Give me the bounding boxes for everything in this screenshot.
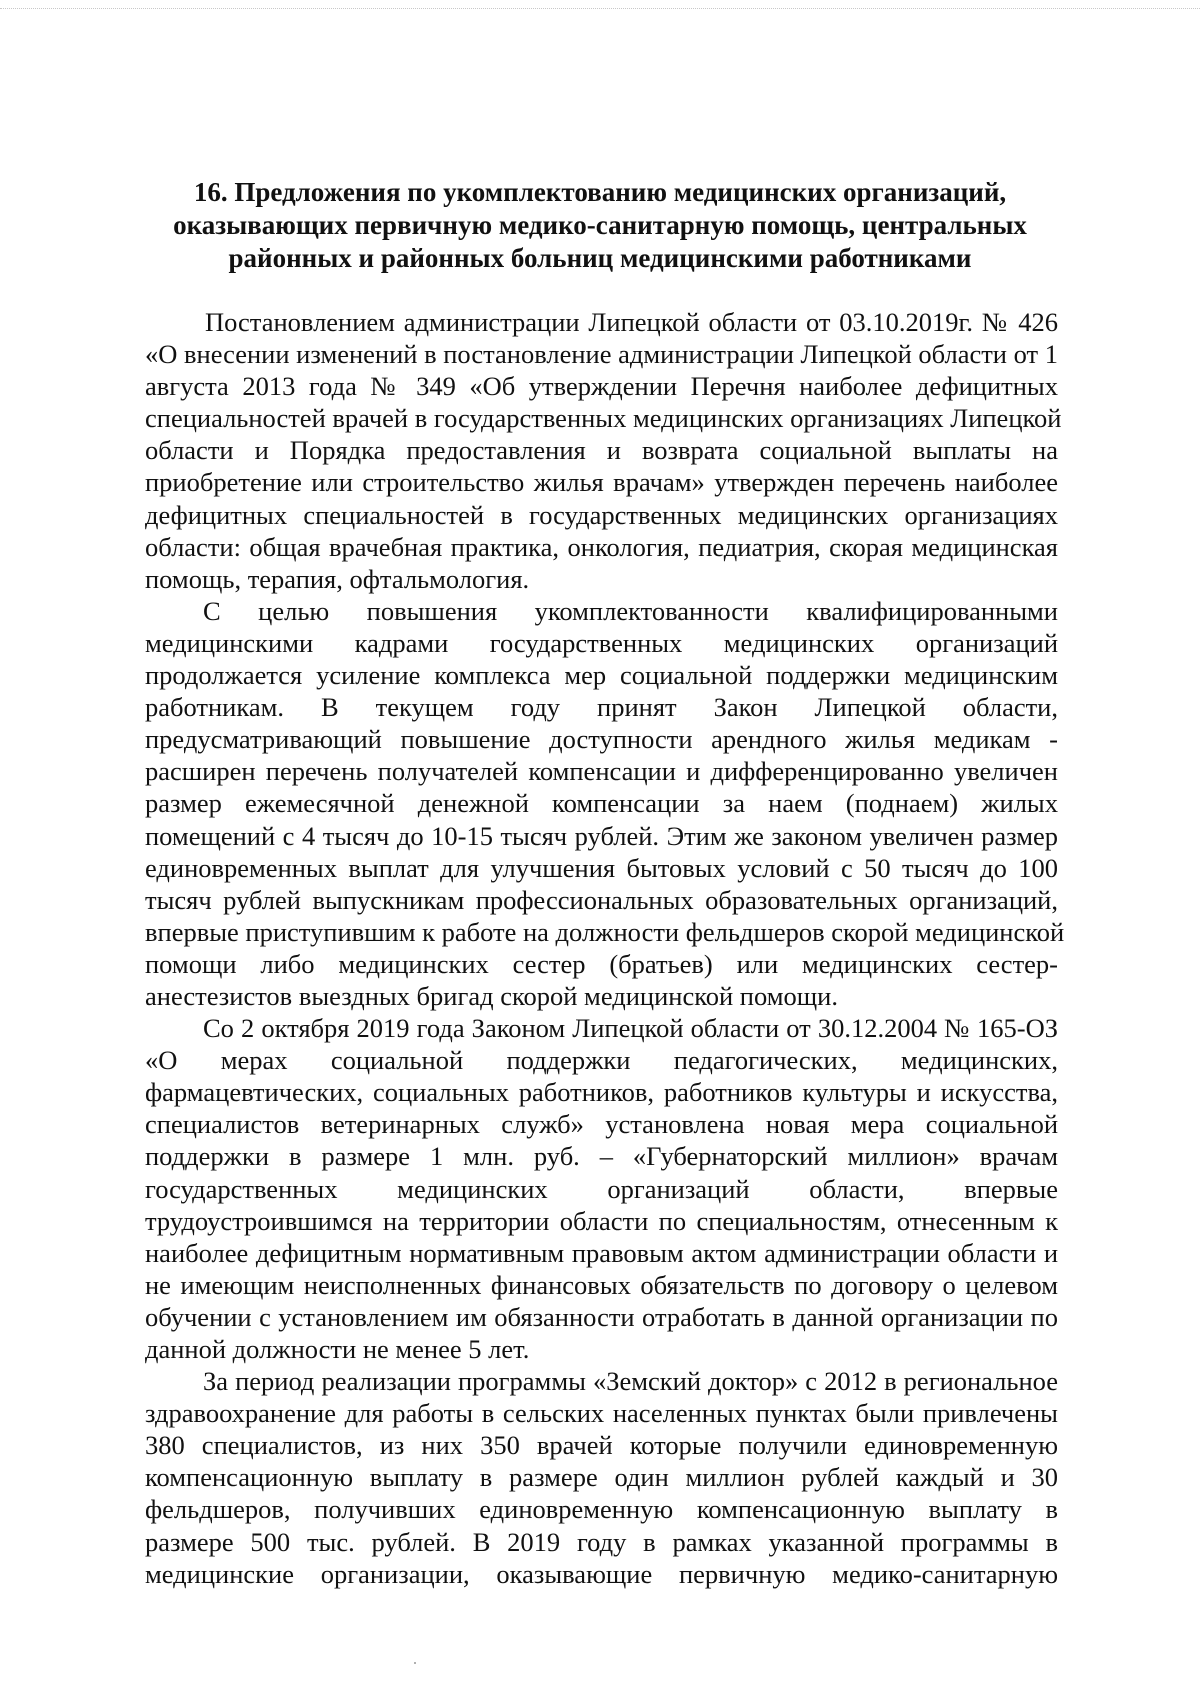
text-line: работникам. В текущем году принят Закон Липецкой области,	[145, 692, 1058, 723]
text-line: компенсационную выплату в размере один миллион рублей каждый и 30	[145, 1462, 1058, 1493]
paragraph	[145, 306, 1062, 595]
text-line: помощи либо медицинских сестер (братьев) или медицинских сестер-	[145, 948, 1058, 979]
text-line: расширен перечень получателей компенсации и дифференцированно увеличен	[145, 756, 1058, 787]
text-line: размер ежемесячной денежной компенсации за наем (поднаем) жилых	[145, 788, 1058, 819]
text-line: 380 специалистов, из них 350 врачей которые получили единовременную	[145, 1430, 1058, 1461]
paragraph	[145, 1365, 1058, 1590]
text-line: здравоохранение для работы в сельских населенных пунктах были привлечены	[145, 1398, 1058, 1429]
scan-speck	[414, 1662, 416, 1664]
text-line: фармацевтических, социальных работников, работников культуры и искусства,	[145, 1077, 1058, 1108]
text-line: анестезистов выездных бригад скорой медицинской помощи.	[145, 980, 838, 1011]
text-line: области и Порядка предоставления и возврата социальной выплаты на	[145, 435, 1058, 466]
heading-line: районных и районных больниц медицинскими работниками	[228, 243, 972, 273]
text-line: Со 2 октября 2019 года Законом Липецкой области от 30.12.2004 № 165-ОЗ	[203, 1013, 1058, 1044]
text-line: тысяч рублей выпускникам профессиональных образовательных организаций,	[145, 884, 1058, 915]
text-line: С целью повышения укомплектованности квалифицированными	[203, 595, 1058, 626]
text-line: медицинские организации, оказывающие первичную медико-санитарную	[145, 1558, 1058, 1589]
text-line: продолжается усиление комплекса мер социальной поддержки медицинским	[145, 660, 1058, 691]
text-line: помещений с 4 тысяч до 10-15 тысяч рублей. Этим же законом увеличен размер	[145, 820, 1058, 851]
text-line: медицинскими кадрами государственных медицинских организаций	[145, 627, 1058, 658]
text-line: государственных медицинских организаций области, впервые	[145, 1173, 1058, 1204]
heading-line: 16. Предложения по укомплектованию медицинских организаций,	[193, 177, 1007, 207]
paragraph	[145, 595, 1065, 1012]
paragraph	[145, 1012, 1058, 1365]
text-line: впервые приступившим к работе на должности фельдшеров скорой медицинской	[145, 916, 1065, 947]
text-line: предусматривающий повышение доступности арендного жилья медикам -	[145, 724, 1058, 755]
text-line: августа 2013 года № 349 «Об утверждении Перечня наиболее дефицитных	[145, 371, 1058, 402]
section-heading	[140, 176, 1060, 275]
text-line: поддержки в размере 1 млн. руб. – «Губернаторский миллион» врачам	[145, 1141, 1058, 1172]
text-line: «О мерах социальной поддержки педагогических, медицинских,	[145, 1045, 1058, 1076]
text-line: не имеющим неисполненных финансовых обязательств по договору о целевом	[145, 1269, 1058, 1300]
text-line: «О внесении изменений в постановление администрации Липецкой области от 1	[145, 339, 1058, 370]
text-line: дефицитных специальностей в государственных медицинских организациях	[145, 499, 1058, 530]
heading-line: оказывающих первичную медико-санитарную помощь, центральных	[173, 210, 1027, 240]
text-line: приобретение или строительство жилья врачам» утвержден перечень наиболее	[145, 467, 1058, 498]
text-line: единовременных выплат для улучшения бытовых условий с 50 тысяч до 100	[145, 852, 1058, 883]
scan-edge-line	[0, 8, 1200, 9]
text-line: размере 500 тыс. рублей. В 2019 году в рамках указанной программы в	[145, 1526, 1058, 1557]
text-line: специальностей врачей в государственных медицинских организациях Липецкой	[145, 403, 1062, 434]
text-line: Постановлением администрации Липецкой области от 03.10.2019г. № 426	[205, 307, 1058, 337]
text-line: помощь, терапия, офтальмология.	[145, 563, 530, 594]
text-line: трудоустроившимся на территории области по специальностям, отнесенным к	[145, 1205, 1058, 1236]
text-line: За период реализации программы «Земский доктор» с 2012 в региональное	[203, 1366, 1058, 1397]
text-line: фельдшеров, получивших единовременную компенсационную выплату в	[145, 1494, 1058, 1525]
text-line: специалистов ветеринарных служб» установлена новая мера социальной	[145, 1109, 1058, 1140]
text-line: обучении с установлением им обязанности отработать в данной организации по	[145, 1301, 1058, 1332]
text-line: области: общая врачебная практика, онкология, педиатрия, скорая медицинская	[145, 531, 1058, 562]
text-line: наиболее дефицитным нормативным правовым актом администрации области и	[145, 1237, 1058, 1268]
text-line: данной должности не менее 5 лет.	[145, 1334, 530, 1364]
body-text	[145, 306, 1065, 1590]
